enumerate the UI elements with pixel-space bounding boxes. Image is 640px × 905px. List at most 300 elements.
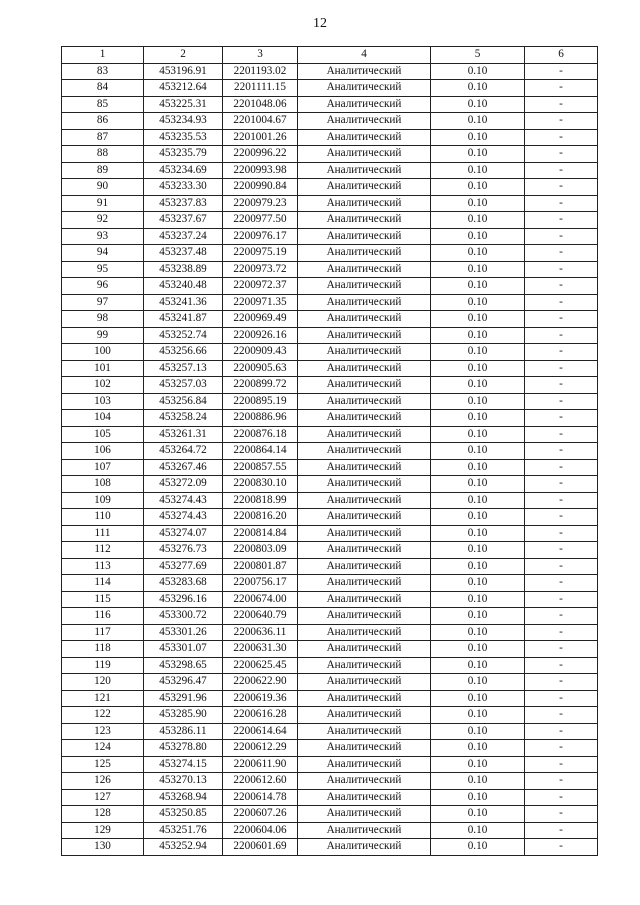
- note-cell: -: [525, 608, 598, 625]
- x-coordinate-cell: 453272.09: [144, 476, 223, 493]
- y-coordinate-cell: 2200996.22: [223, 146, 298, 163]
- column-header: 5: [431, 47, 525, 64]
- table-row: [62, 525, 598, 542]
- point-number-cell: 116: [62, 608, 144, 625]
- table-row: [62, 542, 598, 559]
- method-cell: Аналитический: [298, 822, 431, 839]
- note-cell: -: [525, 740, 598, 757]
- point-number-cell: 109: [62, 492, 144, 509]
- y-coordinate-cell: 2200640.79: [223, 608, 298, 625]
- point-number-cell: 87: [62, 129, 144, 146]
- accuracy-cell: 0.10: [431, 459, 525, 476]
- note-cell: -: [525, 707, 598, 724]
- point-number-cell: 112: [62, 542, 144, 559]
- accuracy-cell: 0.10: [431, 426, 525, 443]
- method-cell: Аналитический: [298, 294, 431, 311]
- point-number-cell: 86: [62, 113, 144, 130]
- x-coordinate-cell: 453258.24: [144, 410, 223, 427]
- y-coordinate-cell: 2200616.28: [223, 707, 298, 724]
- accuracy-cell: 0.10: [431, 492, 525, 509]
- y-coordinate-cell: 2200864.14: [223, 443, 298, 460]
- x-coordinate-cell: 453277.69: [144, 558, 223, 575]
- x-coordinate-cell: 453235.53: [144, 129, 223, 146]
- note-cell: -: [525, 756, 598, 773]
- method-cell: Аналитический: [298, 228, 431, 245]
- point-number-cell: 102: [62, 377, 144, 394]
- y-coordinate-cell: 2200611.90: [223, 756, 298, 773]
- method-cell: Аналитический: [298, 195, 431, 212]
- x-coordinate-cell: 453286.11: [144, 723, 223, 740]
- accuracy-cell: 0.10: [431, 509, 525, 526]
- table-row: [62, 129, 598, 146]
- x-coordinate-cell: 453238.89: [144, 261, 223, 278]
- x-coordinate-cell: 453233.30: [144, 179, 223, 196]
- accuracy-cell: 0.10: [431, 525, 525, 542]
- x-coordinate-cell: 453274.07: [144, 525, 223, 542]
- x-coordinate-cell: 453237.48: [144, 245, 223, 262]
- method-cell: Аналитический: [298, 327, 431, 344]
- note-cell: -: [525, 80, 598, 97]
- y-coordinate-cell: 2200818.99: [223, 492, 298, 509]
- x-coordinate-cell: 453235.79: [144, 146, 223, 163]
- y-coordinate-cell: 2200604.06: [223, 822, 298, 839]
- note-cell: -: [525, 459, 598, 476]
- note-cell: -: [525, 476, 598, 493]
- y-coordinate-cell: 2200899.72: [223, 377, 298, 394]
- method-cell: Аналитический: [298, 509, 431, 526]
- point-number-cell: 119: [62, 657, 144, 674]
- x-coordinate-cell: 453296.47: [144, 674, 223, 691]
- y-coordinate-cell: 2200886.96: [223, 410, 298, 427]
- accuracy-cell: 0.10: [431, 756, 525, 773]
- note-cell: -: [525, 839, 598, 856]
- note-cell: -: [525, 641, 598, 658]
- x-coordinate-cell: 453241.36: [144, 294, 223, 311]
- x-coordinate-cell: 453270.13: [144, 773, 223, 790]
- method-cell: Аналитический: [298, 344, 431, 361]
- accuracy-cell: 0.10: [431, 162, 525, 179]
- y-coordinate-cell: 2200876.18: [223, 426, 298, 443]
- accuracy-cell: 0.10: [431, 261, 525, 278]
- y-coordinate-cell: 2200801.87: [223, 558, 298, 575]
- point-number-cell: 91: [62, 195, 144, 212]
- accuracy-cell: 0.10: [431, 789, 525, 806]
- table-row: [62, 723, 598, 740]
- y-coordinate-cell: 2200614.78: [223, 789, 298, 806]
- table-row: [62, 624, 598, 641]
- table-row: [62, 146, 598, 163]
- accuracy-cell: 0.10: [431, 608, 525, 625]
- point-number-cell: 111: [62, 525, 144, 542]
- accuracy-cell: 0.10: [431, 707, 525, 724]
- x-coordinate-cell: 453240.48: [144, 278, 223, 295]
- method-cell: Аналитический: [298, 443, 431, 460]
- note-cell: -: [525, 674, 598, 691]
- table-row: [62, 740, 598, 757]
- table-row: [62, 195, 598, 212]
- table-row: [62, 690, 598, 707]
- accuracy-cell: 0.10: [431, 591, 525, 608]
- accuracy-cell: 0.10: [431, 806, 525, 823]
- y-coordinate-cell: 2201048.06: [223, 96, 298, 113]
- y-coordinate-cell: 2200622.90: [223, 674, 298, 691]
- note-cell: -: [525, 806, 598, 823]
- point-number-cell: 110: [62, 509, 144, 526]
- method-cell: Аналитический: [298, 377, 431, 394]
- table-row: [62, 822, 598, 839]
- method-cell: Аналитический: [298, 459, 431, 476]
- y-coordinate-cell: 2200909.43: [223, 344, 298, 361]
- x-coordinate-cell: 453291.96: [144, 690, 223, 707]
- y-coordinate-cell: 2201004.67: [223, 113, 298, 130]
- accuracy-cell: 0.10: [431, 674, 525, 691]
- note-cell: -: [525, 63, 598, 80]
- point-number-cell: 113: [62, 558, 144, 575]
- point-number-cell: 118: [62, 641, 144, 658]
- note-cell: -: [525, 261, 598, 278]
- point-number-cell: 122: [62, 707, 144, 724]
- table-row: [62, 294, 598, 311]
- point-number-cell: 130: [62, 839, 144, 856]
- point-number-cell: 85: [62, 96, 144, 113]
- method-cell: Аналитический: [298, 129, 431, 146]
- y-coordinate-cell: 2200612.29: [223, 740, 298, 757]
- point-number-cell: 123: [62, 723, 144, 740]
- y-coordinate-cell: 2200612.60: [223, 773, 298, 790]
- accuracy-cell: 0.10: [431, 624, 525, 641]
- y-coordinate-cell: 2200973.72: [223, 261, 298, 278]
- note-cell: -: [525, 822, 598, 839]
- x-coordinate-cell: 453251.76: [144, 822, 223, 839]
- method-cell: Аналитический: [298, 179, 431, 196]
- method-cell: Аналитический: [298, 311, 431, 328]
- accuracy-cell: 0.10: [431, 245, 525, 262]
- method-cell: Аналитический: [298, 789, 431, 806]
- method-cell: Аналитический: [298, 360, 431, 377]
- x-coordinate-cell: 453237.67: [144, 212, 223, 229]
- accuracy-cell: 0.10: [431, 311, 525, 328]
- y-coordinate-cell: 2200625.45: [223, 657, 298, 674]
- method-cell: Аналитический: [298, 525, 431, 542]
- table-row: [62, 162, 598, 179]
- note-cell: -: [525, 558, 598, 575]
- method-cell: Аналитический: [298, 624, 431, 641]
- method-cell: Аналитический: [298, 839, 431, 856]
- note-cell: -: [525, 294, 598, 311]
- point-number-cell: 128: [62, 806, 144, 823]
- y-coordinate-cell: 2200631.30: [223, 641, 298, 658]
- method-cell: Аналитический: [298, 426, 431, 443]
- y-coordinate-cell: 2201193.02: [223, 63, 298, 80]
- table-row: [62, 509, 598, 526]
- point-number-cell: 100: [62, 344, 144, 361]
- note-cell: -: [525, 245, 598, 262]
- x-coordinate-cell: 453298.65: [144, 657, 223, 674]
- note-cell: -: [525, 509, 598, 526]
- method-cell: Аналитический: [298, 162, 431, 179]
- accuracy-cell: 0.10: [431, 146, 525, 163]
- accuracy-cell: 0.10: [431, 179, 525, 196]
- y-coordinate-cell: 2200977.50: [223, 212, 298, 229]
- point-number-cell: 126: [62, 773, 144, 790]
- note-cell: -: [525, 426, 598, 443]
- table-row: [62, 410, 598, 427]
- method-cell: Аналитический: [298, 591, 431, 608]
- x-coordinate-cell: 453264.72: [144, 443, 223, 460]
- y-coordinate-cell: 2200756.17: [223, 575, 298, 592]
- accuracy-cell: 0.10: [431, 839, 525, 856]
- method-cell: Аналитический: [298, 723, 431, 740]
- coordinates-table: [61, 46, 598, 856]
- y-coordinate-cell: 2200895.19: [223, 393, 298, 410]
- header-row: [62, 47, 598, 64]
- x-coordinate-cell: 453252.74: [144, 327, 223, 344]
- method-cell: Аналитический: [298, 542, 431, 559]
- table-row: [62, 789, 598, 806]
- note-cell: -: [525, 410, 598, 427]
- table-row: [62, 492, 598, 509]
- accuracy-cell: 0.10: [431, 344, 525, 361]
- table-row: [62, 179, 598, 196]
- note-cell: -: [525, 575, 598, 592]
- point-number-cell: 108: [62, 476, 144, 493]
- accuracy-cell: 0.10: [431, 195, 525, 212]
- y-coordinate-cell: 2200803.09: [223, 542, 298, 559]
- column-header: 4: [298, 47, 431, 64]
- x-coordinate-cell: 453296.16: [144, 591, 223, 608]
- point-number-cell: 95: [62, 261, 144, 278]
- accuracy-cell: 0.10: [431, 558, 525, 575]
- table-row: [62, 839, 598, 856]
- point-number-cell: 104: [62, 410, 144, 427]
- note-cell: -: [525, 657, 598, 674]
- method-cell: Аналитический: [298, 212, 431, 229]
- table-row: [62, 278, 598, 295]
- column-header: 6: [525, 47, 598, 64]
- note-cell: -: [525, 525, 598, 542]
- point-number-cell: 96: [62, 278, 144, 295]
- accuracy-cell: 0.10: [431, 443, 525, 460]
- note-cell: -: [525, 311, 598, 328]
- note-cell: -: [525, 212, 598, 229]
- table-row: [62, 228, 598, 245]
- y-coordinate-cell: 2200905.63: [223, 360, 298, 377]
- y-coordinate-cell: 2200857.55: [223, 459, 298, 476]
- x-coordinate-cell: 453301.26: [144, 624, 223, 641]
- table-row: [62, 773, 598, 790]
- accuracy-cell: 0.10: [431, 228, 525, 245]
- x-coordinate-cell: 453237.83: [144, 195, 223, 212]
- table-row: [62, 756, 598, 773]
- table-row: [62, 476, 598, 493]
- x-coordinate-cell: 453234.93: [144, 113, 223, 130]
- note-cell: -: [525, 723, 598, 740]
- y-coordinate-cell: 2200816.20: [223, 509, 298, 526]
- method-cell: Аналитический: [298, 245, 431, 262]
- table-row: [62, 80, 598, 97]
- note-cell: -: [525, 789, 598, 806]
- note-cell: -: [525, 393, 598, 410]
- y-coordinate-cell: 2201111.15: [223, 80, 298, 97]
- x-coordinate-cell: 453285.90: [144, 707, 223, 724]
- table-row: [62, 327, 598, 344]
- accuracy-cell: 0.10: [431, 476, 525, 493]
- point-number-cell: 93: [62, 228, 144, 245]
- table-row: [62, 245, 598, 262]
- y-coordinate-cell: 2200969.49: [223, 311, 298, 328]
- point-number-cell: 105: [62, 426, 144, 443]
- y-coordinate-cell: 2200971.35: [223, 294, 298, 311]
- accuracy-cell: 0.10: [431, 740, 525, 757]
- accuracy-cell: 0.10: [431, 212, 525, 229]
- x-coordinate-cell: 453276.73: [144, 542, 223, 559]
- point-number-cell: 115: [62, 591, 144, 608]
- method-cell: Аналитический: [298, 773, 431, 790]
- x-coordinate-cell: 453261.31: [144, 426, 223, 443]
- note-cell: -: [525, 377, 598, 394]
- table-row: [62, 806, 598, 823]
- note-cell: -: [525, 129, 598, 146]
- point-number-cell: 92: [62, 212, 144, 229]
- method-cell: Аналитический: [298, 261, 431, 278]
- x-coordinate-cell: 453252.94: [144, 839, 223, 856]
- table-row: [62, 393, 598, 410]
- note-cell: -: [525, 327, 598, 344]
- method-cell: Аналитический: [298, 806, 431, 823]
- table-row: [62, 558, 598, 575]
- table-row: [62, 459, 598, 476]
- y-coordinate-cell: 2200926.16: [223, 327, 298, 344]
- method-cell: Аналитический: [298, 674, 431, 691]
- note-cell: -: [525, 360, 598, 377]
- accuracy-cell: 0.10: [431, 63, 525, 80]
- method-cell: Аналитический: [298, 756, 431, 773]
- x-coordinate-cell: 453256.84: [144, 393, 223, 410]
- point-number-cell: 106: [62, 443, 144, 460]
- table-row: [62, 113, 598, 130]
- accuracy-cell: 0.10: [431, 294, 525, 311]
- accuracy-cell: 0.10: [431, 327, 525, 344]
- x-coordinate-cell: 453301.07: [144, 641, 223, 658]
- method-cell: Аналитический: [298, 492, 431, 509]
- point-number-cell: 117: [62, 624, 144, 641]
- accuracy-cell: 0.10: [431, 377, 525, 394]
- table-header: [62, 47, 598, 64]
- x-coordinate-cell: 453274.43: [144, 509, 223, 526]
- y-coordinate-cell: 2200614.64: [223, 723, 298, 740]
- accuracy-cell: 0.10: [431, 542, 525, 559]
- page-number: 12: [313, 16, 327, 31]
- method-cell: Аналитический: [298, 575, 431, 592]
- x-coordinate-cell: 453257.13: [144, 360, 223, 377]
- note-cell: -: [525, 773, 598, 790]
- accuracy-cell: 0.10: [431, 360, 525, 377]
- method-cell: Аналитический: [298, 63, 431, 80]
- point-number-cell: 127: [62, 789, 144, 806]
- point-number-cell: 94: [62, 245, 144, 262]
- x-coordinate-cell: 453256.66: [144, 344, 223, 361]
- method-cell: Аналитический: [298, 641, 431, 658]
- note-cell: -: [525, 162, 598, 179]
- accuracy-cell: 0.10: [431, 641, 525, 658]
- note-cell: -: [525, 179, 598, 196]
- point-number-cell: 90: [62, 179, 144, 196]
- x-coordinate-cell: 453241.87: [144, 311, 223, 328]
- method-cell: Аналитический: [298, 558, 431, 575]
- accuracy-cell: 0.10: [431, 278, 525, 295]
- note-cell: -: [525, 492, 598, 509]
- accuracy-cell: 0.10: [431, 393, 525, 410]
- table-row: [62, 608, 598, 625]
- note-cell: -: [525, 591, 598, 608]
- method-cell: Аналитический: [298, 690, 431, 707]
- note-cell: -: [525, 542, 598, 559]
- note-cell: -: [525, 624, 598, 641]
- note-cell: -: [525, 195, 598, 212]
- point-number-cell: 99: [62, 327, 144, 344]
- method-cell: Аналитический: [298, 278, 431, 295]
- accuracy-cell: 0.10: [431, 822, 525, 839]
- table-row: [62, 377, 598, 394]
- table-row: [62, 360, 598, 377]
- table-row: [62, 674, 598, 691]
- method-cell: Аналитический: [298, 96, 431, 113]
- method-cell: Аналитический: [298, 393, 431, 410]
- accuracy-cell: 0.10: [431, 690, 525, 707]
- x-coordinate-cell: 453257.03: [144, 377, 223, 394]
- method-cell: Аналитический: [298, 740, 431, 757]
- note-cell: -: [525, 278, 598, 295]
- table-row: [62, 591, 598, 608]
- x-coordinate-cell: 453268.94: [144, 789, 223, 806]
- table-body: [62, 63, 598, 855]
- accuracy-cell: 0.10: [431, 80, 525, 97]
- x-coordinate-cell: 453225.31: [144, 96, 223, 113]
- note-cell: -: [525, 344, 598, 361]
- y-coordinate-cell: 2200975.19: [223, 245, 298, 262]
- point-number-cell: 88: [62, 146, 144, 163]
- y-coordinate-cell: 2200979.23: [223, 195, 298, 212]
- method-cell: Аналитический: [298, 410, 431, 427]
- x-coordinate-cell: 453250.85: [144, 806, 223, 823]
- accuracy-cell: 0.10: [431, 96, 525, 113]
- table-row: [62, 261, 598, 278]
- point-number-cell: 129: [62, 822, 144, 839]
- note-cell: -: [525, 228, 598, 245]
- accuracy-cell: 0.10: [431, 773, 525, 790]
- table-row: [62, 212, 598, 229]
- point-number-cell: 125: [62, 756, 144, 773]
- point-number-cell: 103: [62, 393, 144, 410]
- table-row: [62, 63, 598, 80]
- point-number-cell: 83: [62, 63, 144, 80]
- table-row: [62, 426, 598, 443]
- y-coordinate-cell: 2200607.26: [223, 806, 298, 823]
- y-coordinate-cell: 2200601.69: [223, 839, 298, 856]
- y-coordinate-cell: 2200830.10: [223, 476, 298, 493]
- point-number-cell: 120: [62, 674, 144, 691]
- x-coordinate-cell: 453237.24: [144, 228, 223, 245]
- method-cell: Аналитический: [298, 608, 431, 625]
- y-coordinate-cell: 2200972.37: [223, 278, 298, 295]
- method-cell: Аналитический: [298, 146, 431, 163]
- table-row: [62, 641, 598, 658]
- column-header: 3: [223, 47, 298, 64]
- point-number-cell: 124: [62, 740, 144, 757]
- accuracy-cell: 0.10: [431, 410, 525, 427]
- accuracy-cell: 0.10: [431, 575, 525, 592]
- x-coordinate-cell: 453212.64: [144, 80, 223, 97]
